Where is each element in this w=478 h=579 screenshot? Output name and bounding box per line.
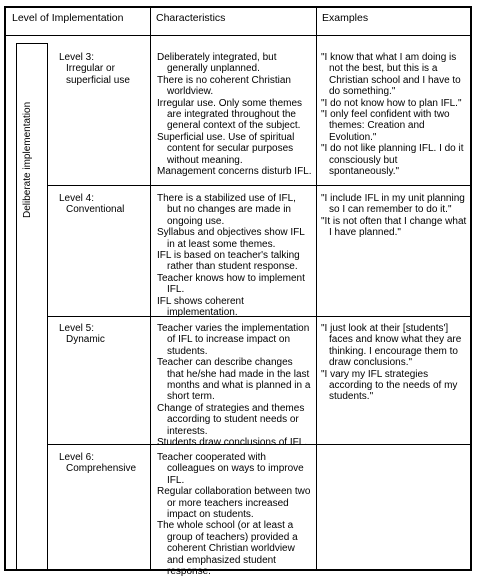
example-quote: "I only feel confident with two themes: Creation and Evolution.": [321, 109, 450, 143]
characteristic-item: IFL shows coherent implementation.: [157, 295, 244, 319]
characteristic-item: Regular collaboration between two or more teachers increased impact on students.: [157, 486, 311, 521]
examples-cell: [321, 52, 467, 177]
level-cell: [59, 452, 151, 475]
characteristic-item: Change of strategies and themes according to student needs or interests.: [157, 402, 305, 437]
characteristics-cell: [157, 52, 312, 177]
example-quote: "I just look at their [students'] faces and know what they are thinking. I encourage them to draw conclusions.": [321, 323, 462, 369]
example-quote: "I know that what I am doing is not the best, but this is a Christian school and I have to do something.": [321, 52, 461, 98]
column-divider-2: [316, 7, 317, 570]
group-column-divider: [47, 43, 48, 570]
level-title: Level 5:: [59, 323, 95, 334]
example-quote: "I do not like planning IFL. I do it consciously but spontaneously.": [321, 143, 464, 178]
example-quote: "I include IFL in my unit planning so I can remember to do it.": [321, 193, 465, 216]
examples-cell: [321, 323, 467, 403]
header-level: Level of Implementation: [12, 12, 124, 24]
header-divider: [5, 35, 472, 36]
characteristic-item: Teacher knows how to implement IFL.: [157, 272, 305, 296]
characteristic-item: Teacher can describe changes that he/she had made in the last months and what is planned in a short term.: [157, 357, 311, 403]
characteristic-item: Deliberately integrated, but generally unplanned.: [157, 52, 277, 75]
group-label: Deliberate implementation: [22, 101, 33, 218]
example-quote: "I vary my IFL strategies according to the needs of my students.": [321, 368, 458, 403]
characteristic-item: Management concerns disturb IFL.: [157, 166, 312, 178]
examples-cell: [321, 193, 467, 239]
characteristic-item: Irregular use. Only some themes are integrated throughout the general context of the subject.: [157, 97, 303, 132]
characteristic-item: Syllabus and objectives show IFL in at least some themes.: [157, 227, 305, 250]
characteristic-item: Teacher cooperated with colleagues on ways to improve IFL.: [157, 452, 304, 486]
level-subtitle: Comprehensive: [66, 463, 137, 475]
characteristic-item: Students draw conclusions of IFL.: [157, 437, 308, 449]
row-divider-1: [47, 185, 472, 186]
group-left-line: [16, 43, 17, 570]
level-cell: [59, 52, 151, 86]
characteristics-cell: [157, 193, 312, 318]
level-title: Level 6:: [59, 452, 95, 463]
characteristic-item: There is no coherent Christian worldview.: [157, 74, 291, 98]
column-divider-1: [150, 7, 151, 570]
characteristic-item: There is a stabilized use of IFL, but no changes are made in ongoing use.: [157, 193, 296, 227]
level-subtitle: Conventional: [66, 204, 125, 216]
level-cell: [59, 323, 151, 346]
characteristics-cell: [157, 323, 312, 448]
example-quote: "It is not often that I change what I have planned.": [321, 215, 467, 239]
level-title: Level 4:: [59, 193, 95, 204]
group-top-line: [16, 43, 48, 44]
level-subtitle: Dynamic: [66, 334, 105, 346]
header-characteristics: Characteristics: [156, 12, 226, 24]
level-subtitle: Irregular or superficial use: [66, 63, 130, 86]
characteristics-cell: [157, 452, 312, 577]
level-title: Level 3:: [59, 52, 95, 63]
characteristic-item: The whole school (or at least a group of teachers) provided a coherent Christian worldview and emphasized student response.: [157, 520, 298, 578]
characteristic-item: Superficial use. Use of spiritual content for secular purposes without meaning.: [157, 131, 295, 166]
header-examples: Examples: [322, 12, 369, 24]
example-quote: "I do not know how to plan IFL.": [321, 97, 462, 109]
level-cell: [59, 193, 151, 216]
characteristic-item: Teacher varies the implementation of IFL to increase impact on students.: [157, 323, 310, 357]
characteristic-item: IFL is based on teacher's talking rather than student response.: [157, 250, 300, 273]
